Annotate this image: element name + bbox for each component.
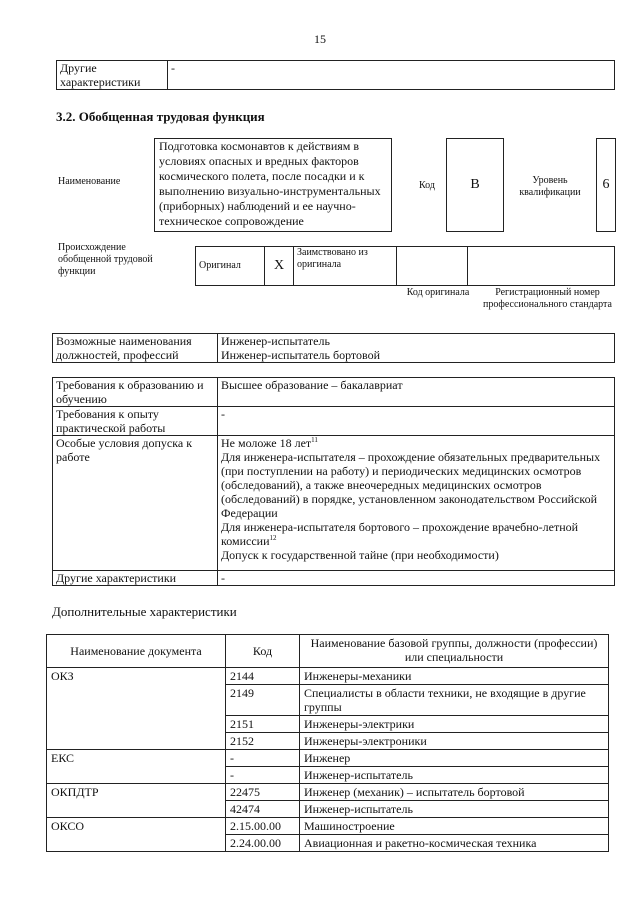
other-characteristics-label: Другие характеристики — [57, 61, 168, 90]
possible-name-item: Инженер-испытатель — [221, 334, 330, 348]
original-label: Оригинал — [196, 247, 265, 286]
special-conditions-age: Не моложе 18 лет — [221, 436, 312, 450]
origin-label: Происхождение обобщенной трудовой функции — [58, 242, 153, 277]
table-row-doc: ОКЗ — [47, 668, 226, 750]
possible-name-item: Инженер-испытатель бортовой — [221, 348, 380, 362]
code-label: Код — [419, 180, 435, 191]
level-value-box: 6 — [596, 138, 616, 232]
table-row-name: Авиационная и ракетно-космическая техника — [300, 835, 609, 852]
footnote-ref: 12 — [269, 534, 277, 542]
table-row-doc: ОКПДТР — [47, 784, 226, 818]
table-row-doc: ОКСО — [47, 818, 226, 852]
name-value-box: Подготовка космонавтов к действиям в условиях опасных и вредных факторов космического полета, после посадки и к выполнению визуально-инструментальных (приборных) наблюдений и ее научно-техническое сопровождение — [154, 138, 392, 232]
original-mark: X — [265, 247, 294, 286]
other-characteristics-value: - — [168, 61, 615, 90]
col-header-name: Наименование базовой группы, должности (профессии) или специальности — [300, 635, 609, 668]
possible-names-table — [52, 333, 615, 363]
table-row-name: Инженеры-электрики — [300, 716, 609, 733]
experience-req-label: Требования к опыту практической работы — [53, 407, 218, 436]
name-label: Наименование — [58, 176, 121, 187]
code-original-label: Код оригинала — [406, 287, 470, 298]
borrowed-label: Заимствовано из оригинала — [294, 247, 397, 286]
education-req-value: Высшее образование – бакалавриат — [218, 378, 615, 407]
table-row-code: 2.24.00.00 — [226, 835, 300, 852]
table-row-doc: ЕКС — [47, 750, 226, 784]
table-row-code: 2152 — [226, 733, 300, 750]
table-row-name: Инженеры-электроники — [300, 733, 609, 750]
code-value-box: B — [446, 138, 504, 232]
special-conditions-label: Особые условия допуска к работе — [53, 436, 218, 571]
possible-names-label: Возможные наименования должностей, профессий — [53, 334, 218, 363]
table-row-name: Инженер-испытатель — [300, 801, 609, 818]
col-header-code: Код — [226, 635, 300, 668]
special-conditions-value — [218, 436, 615, 571]
table-row-code: 42474 — [226, 801, 300, 818]
document-table — [46, 634, 609, 852]
table-row-code: 2.15.00.00 — [226, 818, 300, 835]
other-characteristics-top-table — [56, 60, 615, 90]
table-row-code: 2149 — [226, 685, 300, 716]
table-row-name: Инженер-испытатель — [300, 767, 609, 784]
page-number: 15 — [314, 32, 326, 46]
table-row-name: Инженер — [300, 750, 609, 767]
special-conditions-para: Для инженера-испытателя – прохождение обязательных предварительных (при поступлении на работу) и периодических медицинских осмотров (обследований), а также внеочередных медицинских осмотров (обследований) в порядке, установленном законодательством Российской Федерации — [221, 450, 601, 520]
possible-names-values — [218, 334, 615, 363]
table-row-name: Инженер (механик) – испытатель бортовой — [300, 784, 609, 801]
table-row-code: - — [226, 750, 300, 767]
level-label: Уровень квалификации — [519, 175, 581, 198]
special-conditions-para: Допуск к государственной тайне (при необходимости) — [221, 548, 499, 562]
table-row-code: 2151 — [226, 716, 300, 733]
reg-number-cell — [468, 247, 615, 286]
table-row-code: - — [226, 767, 300, 784]
special-conditions-para: Для инженера-испытателя бортового – прохождение врачебно-летной комиссии — [221, 520, 579, 548]
requirements-table — [52, 377, 615, 586]
section-heading: 3.2. Обобщенная трудовая функция — [56, 109, 265, 124]
additional-heading: Дополнительные характеристики — [52, 604, 237, 619]
code-original-cell — [397, 247, 468, 286]
table-row-name: Машиностроение — [300, 818, 609, 835]
education-req-label: Требования к образованию и обучению — [53, 378, 218, 407]
experience-req-value: - — [218, 407, 615, 436]
table-row-name: Специалисты в области техники, не входящие в другие группы — [300, 685, 609, 716]
reg-number-label: Регистрационный номер профессионального стандарта — [483, 287, 612, 310]
other-characteristics-bottom-label: Другие характеристики — [53, 571, 218, 586]
other-characteristics-bottom-value: - — [218, 571, 615, 586]
origin-table — [195, 246, 615, 286]
table-row-name: Инженеры-механики — [300, 668, 609, 685]
table-row-code: 22475 — [226, 784, 300, 801]
table-row-code: 2144 — [226, 668, 300, 685]
footnote-ref: 11 — [311, 436, 318, 444]
col-header-document: Наименование документа — [47, 635, 226, 668]
